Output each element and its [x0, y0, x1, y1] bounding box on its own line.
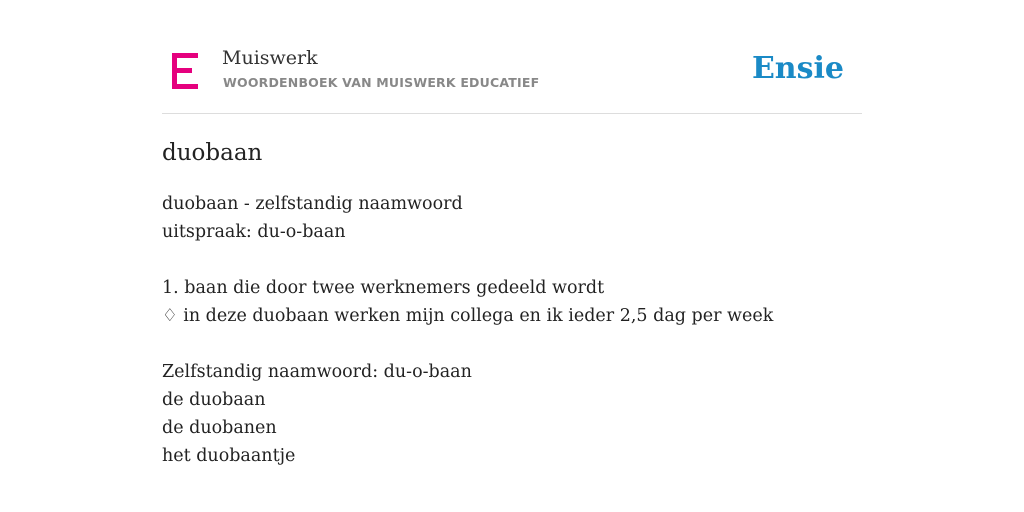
definition-line: duobaan - zelfstandig naamwoord [162, 194, 463, 214]
site-subtitle: WOORDENBOEK VAN MUISWERK EDUCATIEF [223, 75, 540, 90]
site-name[interactable]: Muiswerk [222, 47, 318, 69]
muiswerk-logo-icon[interactable] [172, 53, 200, 89]
example-line: ♢ in deze duobaan werken mijn collega en ik ieder 2,5 dag per week [162, 306, 774, 326]
page-card [162, 0, 862, 512]
header [162, 40, 862, 114]
definition-line: het duobaantje [162, 446, 296, 466]
definition-line: de duobanen [162, 418, 277, 438]
entry-title: duobaan [162, 140, 263, 166]
definition-line: uitspraak: du-o-baan [162, 222, 346, 242]
definition-line: Zelfstandig naamwoord: du-o-baan [162, 362, 472, 382]
definition-body [162, 190, 862, 470]
definition-line: de duobaan [162, 390, 266, 410]
blank-line [162, 246, 862, 274]
blank-line [162, 330, 862, 358]
definition-line: 1. baan die door twee werknemers gedeeld wordt [162, 278, 605, 298]
ensie-logo[interactable]: Ensie [751, 51, 844, 86]
